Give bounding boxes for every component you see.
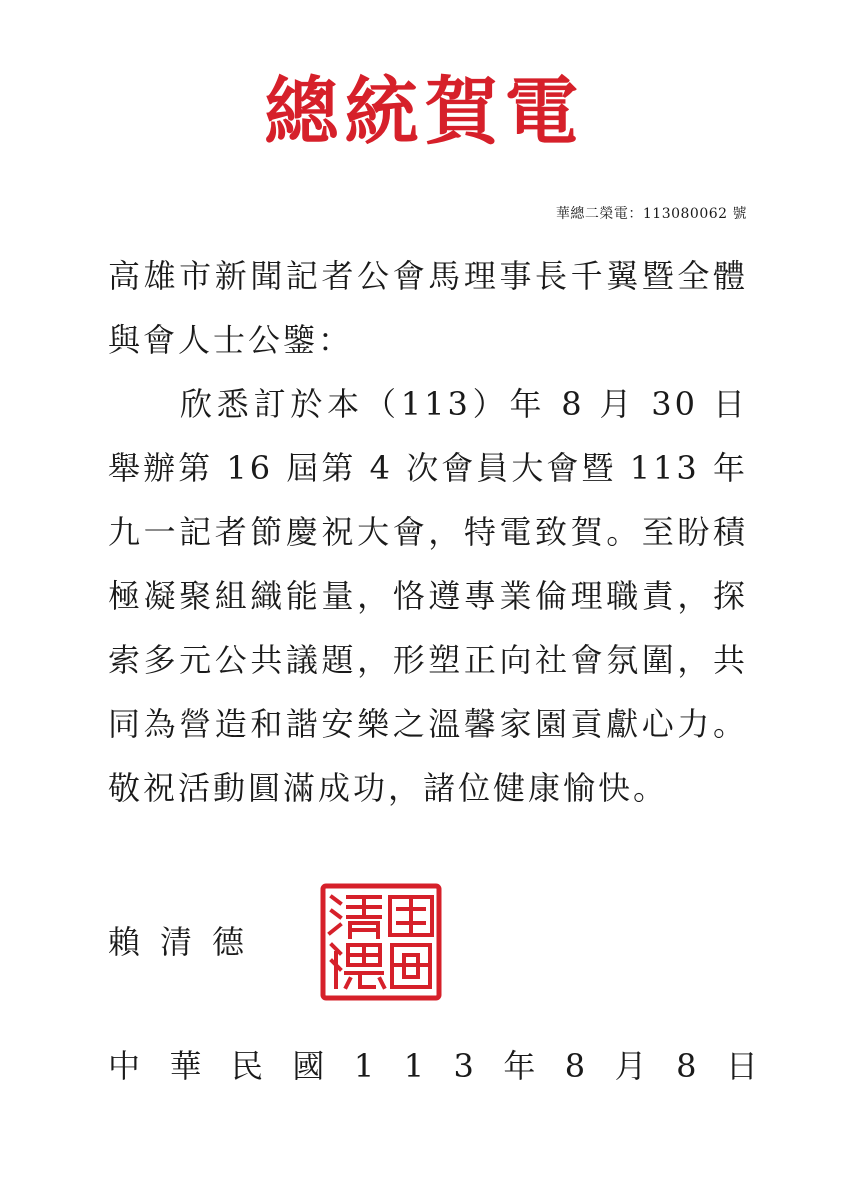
date-glyph: 8: [676, 1047, 697, 1085]
date-glyph: 年: [503, 1047, 536, 1085]
message-body: 欣悉訂於本（113）年 8 月 30 日舉辦第 16 屆第 4 次會員大會暨 113 年九一記者節慶祝大會，特電致賀。至盼積極凝聚組織能量，恪遵專業倫理職責，探索多元公共議題，形塑正向社會氛圍，共同為營造和諧安樂之溫馨家園貢獻心力。敬祝活動圓滿成功，諸位健康愉快。: [108, 385, 748, 807]
signer-name: 賴清德: [108, 923, 265, 961]
reference-number: 華總二榮電：113080062 號: [555, 206, 747, 222]
document-date: [108, 1038, 758, 1094]
seal-glyph-lai: [390, 897, 432, 987]
date-glyph: 中: [108, 1047, 141, 1085]
letter-body: [108, 244, 748, 820]
date-glyph: 3: [453, 1047, 474, 1085]
date-glyph: 8: [564, 1047, 586, 1085]
date-glyph: 華: [169, 1047, 202, 1085]
date-glyph: 月: [614, 1047, 647, 1085]
seal-stamp-icon: [320, 883, 442, 1001]
date-glyph: 國: [292, 1047, 325, 1085]
date-glyph: 日: [725, 1047, 758, 1085]
date-glyph: 1: [353, 1047, 375, 1085]
date-glyph: 民: [230, 1047, 263, 1085]
seal-glyph-de: [332, 945, 384, 987]
salutation: 高雄市新聞記者公會馬理事長千翼暨全體與會人士公鑒：: [108, 257, 748, 359]
date-glyph: 1: [403, 1047, 425, 1085]
seal-glyph-qing: [330, 897, 380, 937]
document-title: 總統賀電: [264, 69, 585, 155]
